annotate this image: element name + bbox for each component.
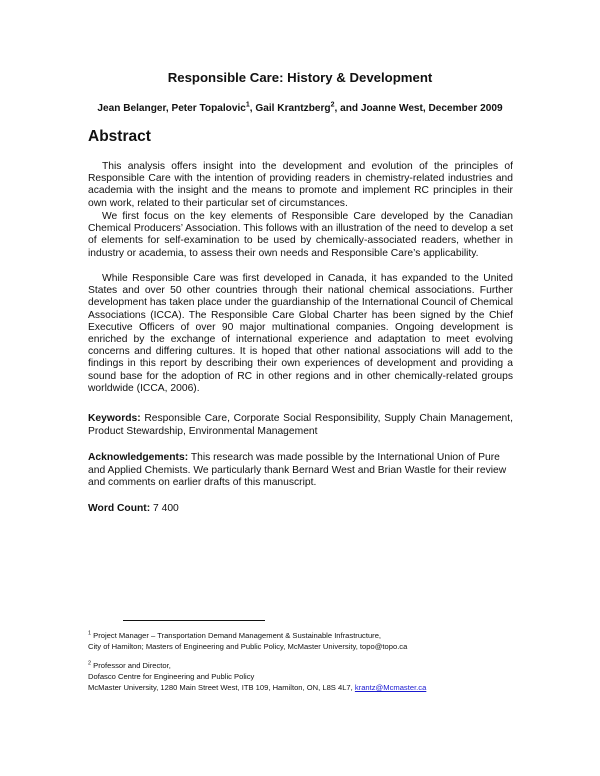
footnote-mark-1: 1: [245, 101, 250, 109]
footnote-1: [88, 630, 528, 652]
author-line: [0, 103, 600, 114]
abstract-paragraph: This analysis offers insight into the development and evolution of the principles of Responsible Care with the intention of providing readers in chemistry-related industries and academia with the insight and the means to promote and implement RC principles in their own work, related to their particular set of circumstances.: [88, 161, 513, 209]
footnote-2: [88, 660, 528, 693]
word-count-value: 7 400: [150, 503, 179, 514]
footnote-1-mark: 1: [88, 630, 92, 637]
footnote-divider: [123, 620, 265, 621]
abstract-heading: Abstract: [88, 128, 151, 145]
keywords: [88, 413, 513, 438]
footnote-2-line-1: Professor and Director,: [91, 661, 171, 670]
footnote-2-line-2: Dofasco Centre for Engineering and Public Policy: [88, 672, 255, 681]
word-count: [88, 503, 179, 514]
footnote-1-line-1: Project Manager – Transportation Demand Management & Sustainable Infrastructure,: [91, 631, 382, 640]
footnote-2-mark: 2: [88, 660, 92, 667]
footnote-1-line-2: City of Hamilton; Masters of Engineering and Public Policy, McMaster University, topo@topo.ca: [88, 642, 408, 651]
author-names-3: , and Joanne West, December 2009: [334, 103, 503, 114]
abstract-block-2: [88, 211, 513, 260]
acknowledgements-text: This research was made possible by the International Union of Pure and Applied Chemists. We particularly thank Bernard West and Brian Wastle for their review and comments on earlier drafts of this manuscript.: [88, 452, 507, 488]
paper-title: Responsible Care: History & Development: [167, 70, 433, 85]
footnote-mark-2: 2: [330, 101, 335, 109]
word-count-label: Word Count:: [88, 503, 151, 514]
email-link[interactable]: krantz@Mcmaster.ca: [354, 683, 427, 692]
abstract-paragraph: We first focus on the key elements of Responsible Care developed by the Canadian Chemical Producers’ Association. This follows with an illustration of the need to develop a set of elements for self-examination to be used by chemically-associated readers, whether in industry or academia, to assess their own needs and Responsible Care’s applicability.: [88, 211, 513, 259]
acknowledgements: [88, 452, 513, 490]
abstract-block-1: [88, 161, 513, 210]
author-names-1: Jean Belanger, Peter Topalovic: [97, 103, 246, 114]
author-names-2: , Gail Krantzberg: [249, 103, 331, 114]
acknowledgements-label: Acknowledgements:: [88, 452, 189, 463]
abstract-paragraph: While Responsible Care was first developed in Canada, it has expanded to the United States and over 50 other countries through their national chemical associations. Further development has taken place under the guardianship of the International Council of Chemical Associations (ICCA). The Responsible Care Global Charter has been signed by the Chief Executive Officers of over 90 major multinational companies. Ongoing development is enriched by the exchange of international experience and adaptation to meet evolving concerns and differing cultures. It is hoped that other national associations will add to the findings in this report by describing their own experiences of development and providing a sound base for the adoption of RC in other regions and in other chemically-related groups worldwide (ICCA, 2006).: [88, 273, 513, 394]
keywords-label: Keywords:: [88, 413, 141, 424]
abstract-block-3: [88, 273, 513, 395]
keywords-text: Responsible Care, Corporate Social Responsibility, Supply Chain Management, Product Stewardship, Environmental Management: [88, 413, 513, 437]
footnote-2-line-3: McMaster University, 1280 Main Street West, ITB 109, Hamilton, ON, L8S 4L7,: [88, 683, 355, 692]
